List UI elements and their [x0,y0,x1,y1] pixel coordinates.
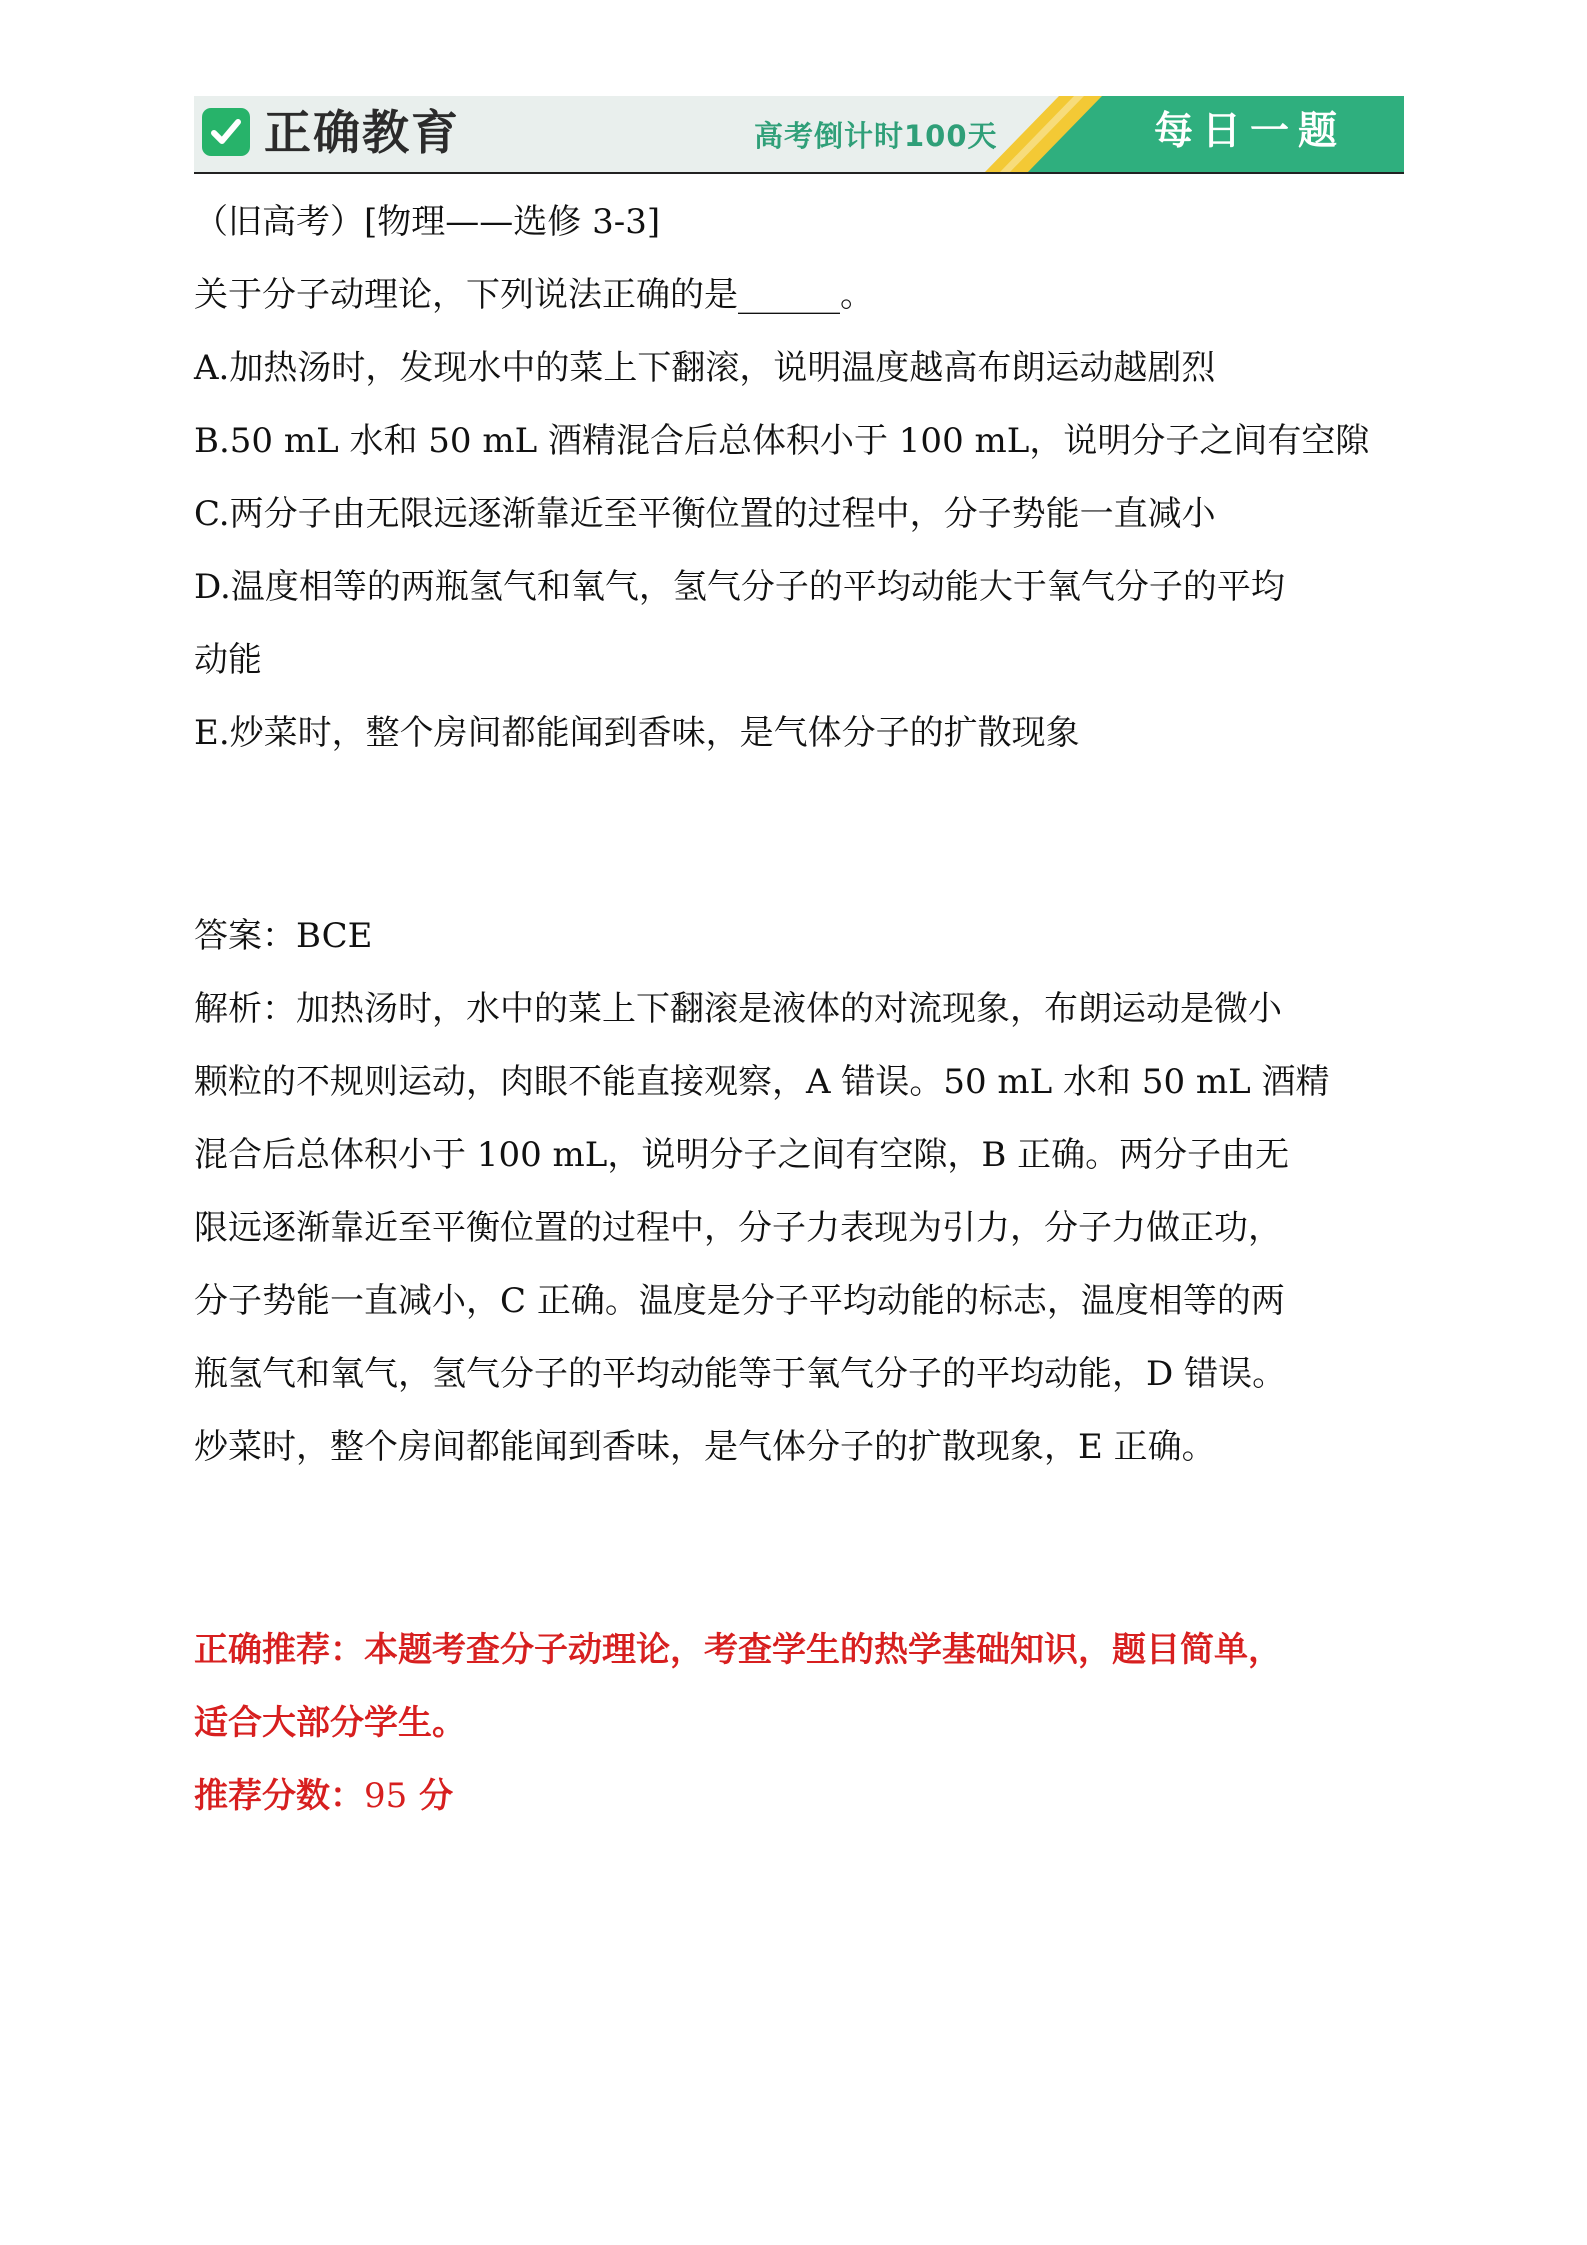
recommend-line-2: 适合大部分学生。 [194,1703,466,1743]
spacer [194,770,1409,900]
option-d-continued: 动能 [194,640,262,680]
header-banner [194,96,1404,172]
recommend-line-1: 正确推荐：本题考查分子动理论，考查学生的热学基础知识，题目简单， [194,1630,1282,1670]
option-c: C.两分子由无限远逐渐靠近至平衡位置的过程中，分子势能一直减小 [194,494,1216,534]
analysis-line: 限远逐渐靠近至平衡位置的过程中，分子力表现为引力，分子力做正功， [194,1208,1282,1248]
score-value: 95 [364,1776,408,1816]
check-logo-icon [202,108,250,156]
header-divider [194,172,1404,174]
recommend-score [194,1760,1409,1833]
analysis-line: 颗粒的不规则运动，肉眼不能直接观察，A 错误。50 mL 水和 50 mL 酒精 [194,1062,1330,1102]
analysis-line: 瓶氢气和氧气，氢气分子的平均动能等于氧气分子的平均动能，D 错误。 [194,1354,1287,1394]
option-a: A.加热汤时，发现水中的菜上下翻滚，说明温度越高布朗运动越剧烈 [194,348,1216,388]
question-stem: 关于分子动理论，下列说法正确的是______。 [194,275,874,315]
question-content [194,186,1409,1833]
answer-text: 答案：BCE [194,916,373,956]
analysis-line: 炒菜时，整个房间都能闻到香味，是气体分子的扩散现象，E 正确。 [194,1427,1216,1467]
spacer [194,1484,1409,1614]
brand-name: 正确教育 [264,106,460,161]
option-e: E.炒菜时，整个房间都能闻到香味，是气体分子的扩散现象 [194,713,1080,753]
option-b: B.50 mL 水和 50 mL 酒精混合后总体积小于 100 mL，说明分子之间有空隙 [194,421,1370,461]
score-unit: 分 [407,1776,454,1816]
analysis-line: 分子势能一直减小，C 正确。温度是分子平均动能的标志，温度相等的两 [194,1281,1285,1321]
daily-question-badge: 每日一题 [1154,109,1347,154]
countdown-text: 高考倒计时100天 [754,119,998,153]
option-d: D.温度相等的两瓶氢气和氧气，氢气分子的平均动能大于氧气分子的平均 [194,567,1285,607]
score-label: 推荐分数： [194,1776,364,1816]
analysis-line: 解析：加热汤时，水中的菜上下翻滚是液体的对流现象，布朗运动是微小 [194,989,1282,1029]
question-tag: （旧高考）[物理——选修 3-3] [194,202,661,242]
analysis-line: 混合后总体积小于 100 mL，说明分子之间有空隙，B 正确。两分子由无 [194,1135,1290,1175]
